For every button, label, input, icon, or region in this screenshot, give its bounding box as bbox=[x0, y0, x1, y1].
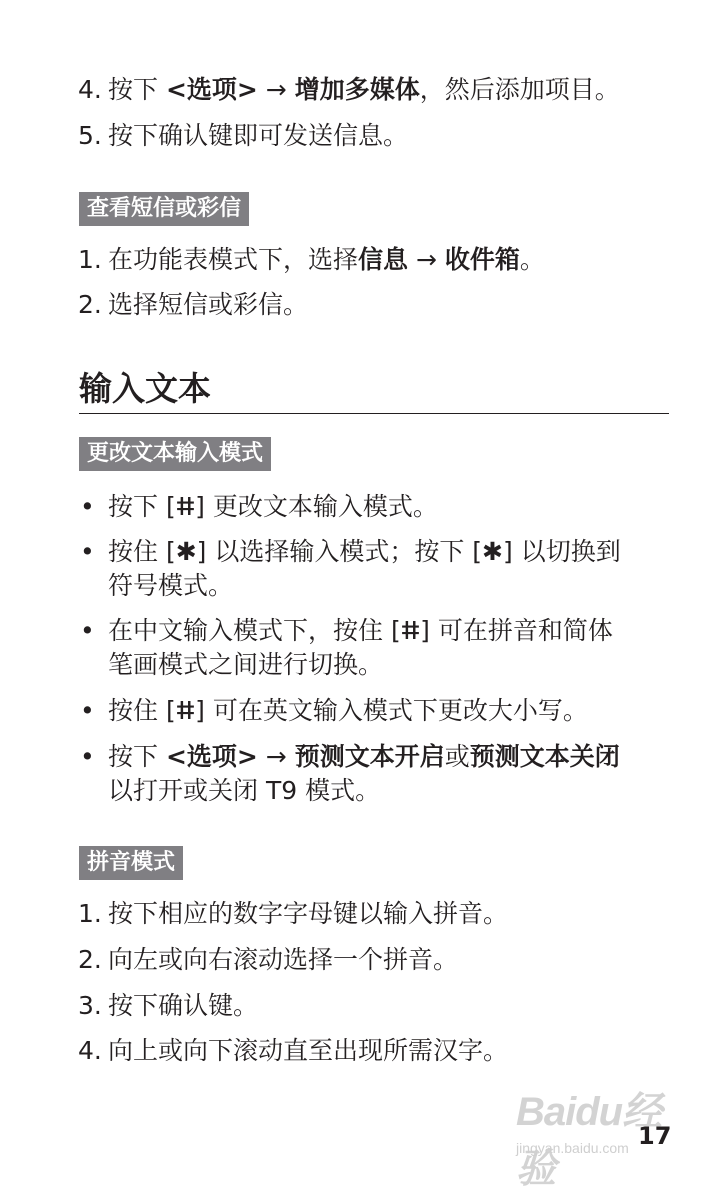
step-number: 4. bbox=[78, 1036, 102, 1065]
subsection-tag-change-mode: 更改文本输入模式 bbox=[79, 437, 271, 471]
step-text: ，然后添加项目。 bbox=[419, 75, 620, 104]
step-number: 1. bbox=[78, 245, 102, 274]
step-number: 1. bbox=[78, 899, 102, 928]
step-text: 按下确认键。 bbox=[108, 991, 259, 1020]
arrow: → bbox=[257, 75, 295, 104]
page-number: 17 bbox=[638, 1122, 672, 1150]
subsection-tag-pinyin: 拼音模式 bbox=[79, 846, 183, 880]
bullet-text: 按住 [✱] 以选择输入模式；按下 [✱] 以切换到 bbox=[108, 537, 621, 566]
bullet-text: 笔画模式之间进行切换。 bbox=[108, 650, 384, 679]
menu-add-media: 增加多媒体 bbox=[294, 75, 420, 104]
step-text: 按下确认键即可发送信息。 bbox=[108, 121, 409, 150]
step-number: 5. bbox=[78, 121, 102, 150]
step-text: 选择短信或彩信。 bbox=[108, 290, 309, 319]
step-text: 。 bbox=[519, 245, 545, 274]
subsection-tag-view-messages: 查看短信或彩信 bbox=[79, 192, 249, 226]
step-text: 在功能表模式下，选择 bbox=[108, 245, 359, 274]
arrow: → bbox=[257, 742, 295, 771]
menu-options: <选项> bbox=[165, 75, 258, 104]
arrow: → bbox=[408, 245, 445, 274]
menu-messages: 信息 bbox=[358, 245, 409, 274]
step-number: 2. bbox=[78, 945, 102, 974]
watermark-logo: Baidu经验 bbox=[516, 1090, 662, 1191]
step-number: 3. bbox=[78, 991, 102, 1020]
step-number: 2. bbox=[78, 290, 102, 319]
section-title: 输入文本 bbox=[79, 369, 211, 408]
menu-predictive-off: 预测文本关闭 bbox=[469, 742, 620, 771]
bullet-text: 按下 [ⵌ] 更改文本输入模式。 bbox=[108, 492, 438, 521]
bullet-text: 或 bbox=[444, 742, 470, 771]
menu-inbox: 收件箱 bbox=[444, 245, 520, 274]
bullet-text: 以打开或关闭 T9 模式。 bbox=[108, 776, 381, 805]
step-text: 按下 bbox=[108, 75, 166, 104]
watermark-url: jingyan.baidu.com bbox=[516, 1140, 629, 1156]
step-text: 向左或向右滚动选择一个拼音。 bbox=[108, 945, 459, 974]
bullet-text: 按下 bbox=[108, 742, 166, 771]
bullet-dot: • bbox=[80, 742, 95, 771]
bullet-text: 在中文输入模式下，按住 [ⵌ] 可在拼音和简体 bbox=[108, 616, 613, 645]
bullet-dot: • bbox=[80, 492, 95, 521]
bullet-text: 符号模式。 bbox=[108, 571, 234, 600]
menu-predictive-on: 预测文本开启 bbox=[294, 742, 445, 771]
bullet-dot: • bbox=[80, 616, 95, 645]
step-text: 向上或向下滚动直至出现所需汉字。 bbox=[108, 1036, 509, 1065]
step-number: 4. bbox=[78, 75, 102, 104]
bullet-text: 按住 [ⵌ] 可在英文输入模式下更改大小写。 bbox=[108, 696, 588, 725]
bullet-dot: • bbox=[80, 537, 95, 566]
step-text: 按下相应的数字字母键以输入拼音。 bbox=[108, 899, 509, 928]
section-divider bbox=[79, 413, 669, 414]
bullet-dot: • bbox=[80, 696, 95, 725]
menu-options: <选项> bbox=[165, 742, 258, 771]
